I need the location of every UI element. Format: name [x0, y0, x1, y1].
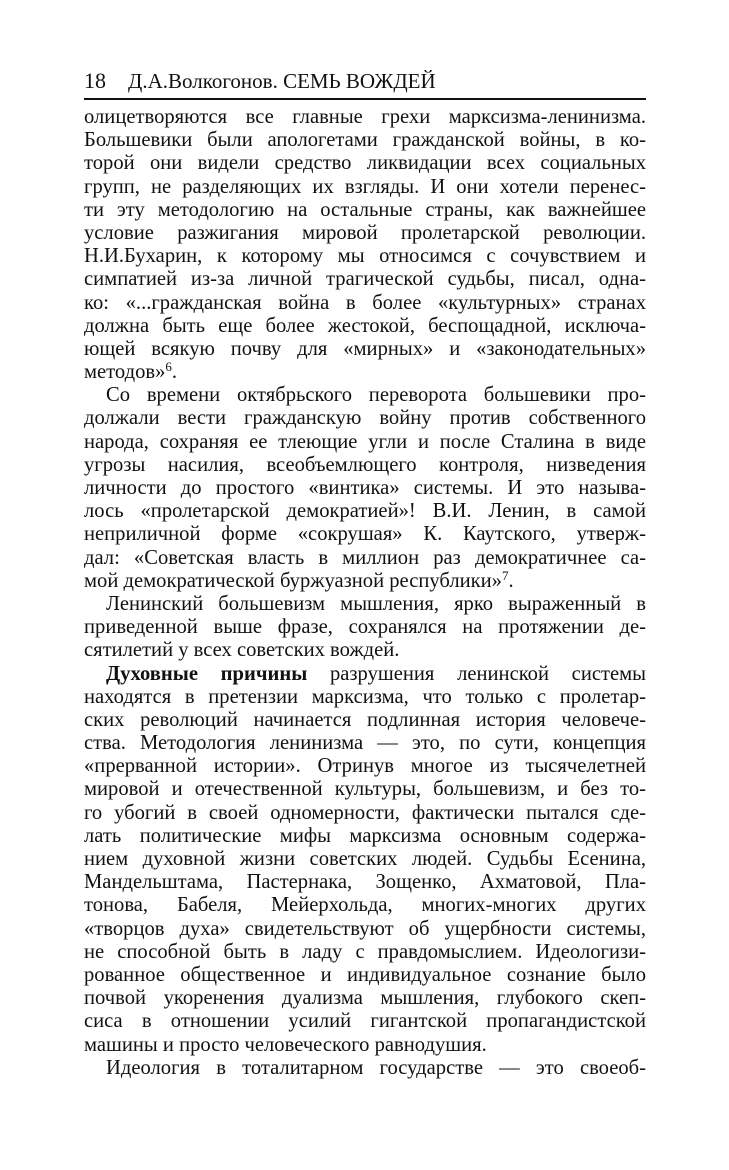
- text-line: групп, не разделяющих их взгляды. И они хотели перенес-: [84, 175, 646, 198]
- text-line: [84, 663, 646, 686]
- text-line: «творцов духа» свидетельствуют об ущербности системы,: [84, 917, 646, 940]
- text-line: Мандельштама, Пастернака, Зощенко, Ахматовой, Пла-: [84, 871, 646, 894]
- text-line: го убогий в своей одномерности, фактически пытался сде-: [84, 801, 646, 824]
- text-line: приведенной выше фразе, сохранялся на протяжении де-: [84, 616, 646, 639]
- text-line: ющей всякую почву для «мирных» и «законодательных»: [84, 337, 646, 360]
- page-number: 18: [84, 68, 106, 93]
- text-line: Большевики были апологетами гражданской войны, в ко-: [84, 129, 646, 152]
- text-line: нием духовной жизни советских людей. Судьбы Есенина,: [84, 848, 646, 870]
- text-line: сиса в отношении усилий гигантской пропагандистской: [84, 1010, 646, 1033]
- running-title: Д.А.Волкогонов. СЕМЬ ВОЖДЕЙ: [128, 69, 436, 93]
- text-line: сятилетий у всех советских вождей.: [84, 639, 400, 662]
- text-line: почвой укоренения дуализма мышления, глубокого скеп-: [84, 987, 646, 1010]
- text-line: народа, сохраняя ее тлеющие угли и после Сталина в виде: [84, 430, 646, 453]
- text-line: Н.И.Бухарин, к которому мы относимся с сочувствием и: [84, 245, 646, 268]
- text-line: находятся в претензии марксизма, что только с пролетар-: [84, 685, 646, 708]
- text-line: мировой и отечественной культуры, большевизм, и без то-: [84, 778, 646, 801]
- text-fragment: методов»: [84, 361, 166, 384]
- text-line: условие разжигания мировой пролетарской революции.: [84, 221, 646, 244]
- paragraph-3: [84, 593, 646, 663]
- body-text: [84, 106, 646, 1080]
- text-line: Идеология в тоталитарном государстве — это своеоб-: [106, 1056, 646, 1079]
- paragraph-2: [84, 384, 646, 593]
- text-line: ко: «...гражданская война в более «культурных» странах: [84, 291, 646, 314]
- text-line: симпатией из-за личной трагической судьбы, писал, одна-: [84, 268, 646, 291]
- text-line: методов»$^6$.: [84, 359, 178, 384]
- text-line: мой демократической буржуазной республики»$^7$.: [84, 567, 514, 592]
- text-line: ства. Методология ленинизма — это, по сути, концепция: [84, 732, 646, 755]
- text-line: ских революций начинается подлинная история человече-: [84, 708, 646, 731]
- text-line: Ленинский большевизм мышления, ярко выраженный в: [106, 592, 646, 615]
- text-fragment: разрушения ленинской системы: [307, 662, 646, 685]
- paragraph-5: [84, 1057, 646, 1080]
- text-line: ти эту методологию на остальные страны, как важнейшее: [84, 198, 646, 221]
- text-line: личности до простого «винтика» системы. И это называ-: [84, 477, 646, 499]
- text-line: машины и просто человеческого равнодушия.: [84, 1033, 487, 1056]
- text-line: неприличной форме «сокрушая» К. Каутского, утверж-: [84, 523, 646, 546]
- text-line: должали вести гражданскую войну против собственного: [84, 407, 646, 430]
- running-header: [84, 66, 646, 96]
- text-line: лось «пролетарской демократией»! В.И. Ленин, в самой: [84, 500, 646, 523]
- text-line: тонова, Бабеля, Мейерхольда, многих-многих других: [84, 894, 646, 917]
- text-line: рованное общественное и индивидуальное сознание было: [84, 963, 646, 986]
- book-page: [84, 66, 646, 1080]
- paragraph-4: [84, 663, 646, 1057]
- text-line: угрозы насилия, всеобъемлющего контроля, низведения: [84, 453, 646, 476]
- lead-phrase: Духовные причины: [106, 662, 308, 685]
- text-line: дал: «Советская власть в миллион раз демократичнее са-: [84, 546, 646, 569]
- text-line: олицетворяются все главные грехи марксизма-ленинизма.: [84, 106, 646, 128]
- header-rule: [84, 98, 646, 100]
- text-line: «прерванной истории». Отринув многое из тысячелетней: [84, 755, 646, 778]
- text-fragment: мой демократической буржуазной республики»: [84, 569, 502, 592]
- footnote-marker: 6: [165, 359, 172, 375]
- text-line: торой они видели средство ликвидации всех социальных: [84, 152, 646, 175]
- text-line: Со времени октябрьского переворота большевики про-: [106, 384, 646, 407]
- paragraph-1: [84, 106, 646, 384]
- text-line: лать политические мифы марксизма основным содержа-: [84, 824, 646, 847]
- footnote-marker: 7: [501, 567, 509, 583]
- text-line: не способной быть в ладу с правдомыслием. Идеологизи-: [84, 940, 646, 963]
- text-line: должна быть еще более жестокой, беспощадной, исключа-: [84, 314, 646, 337]
